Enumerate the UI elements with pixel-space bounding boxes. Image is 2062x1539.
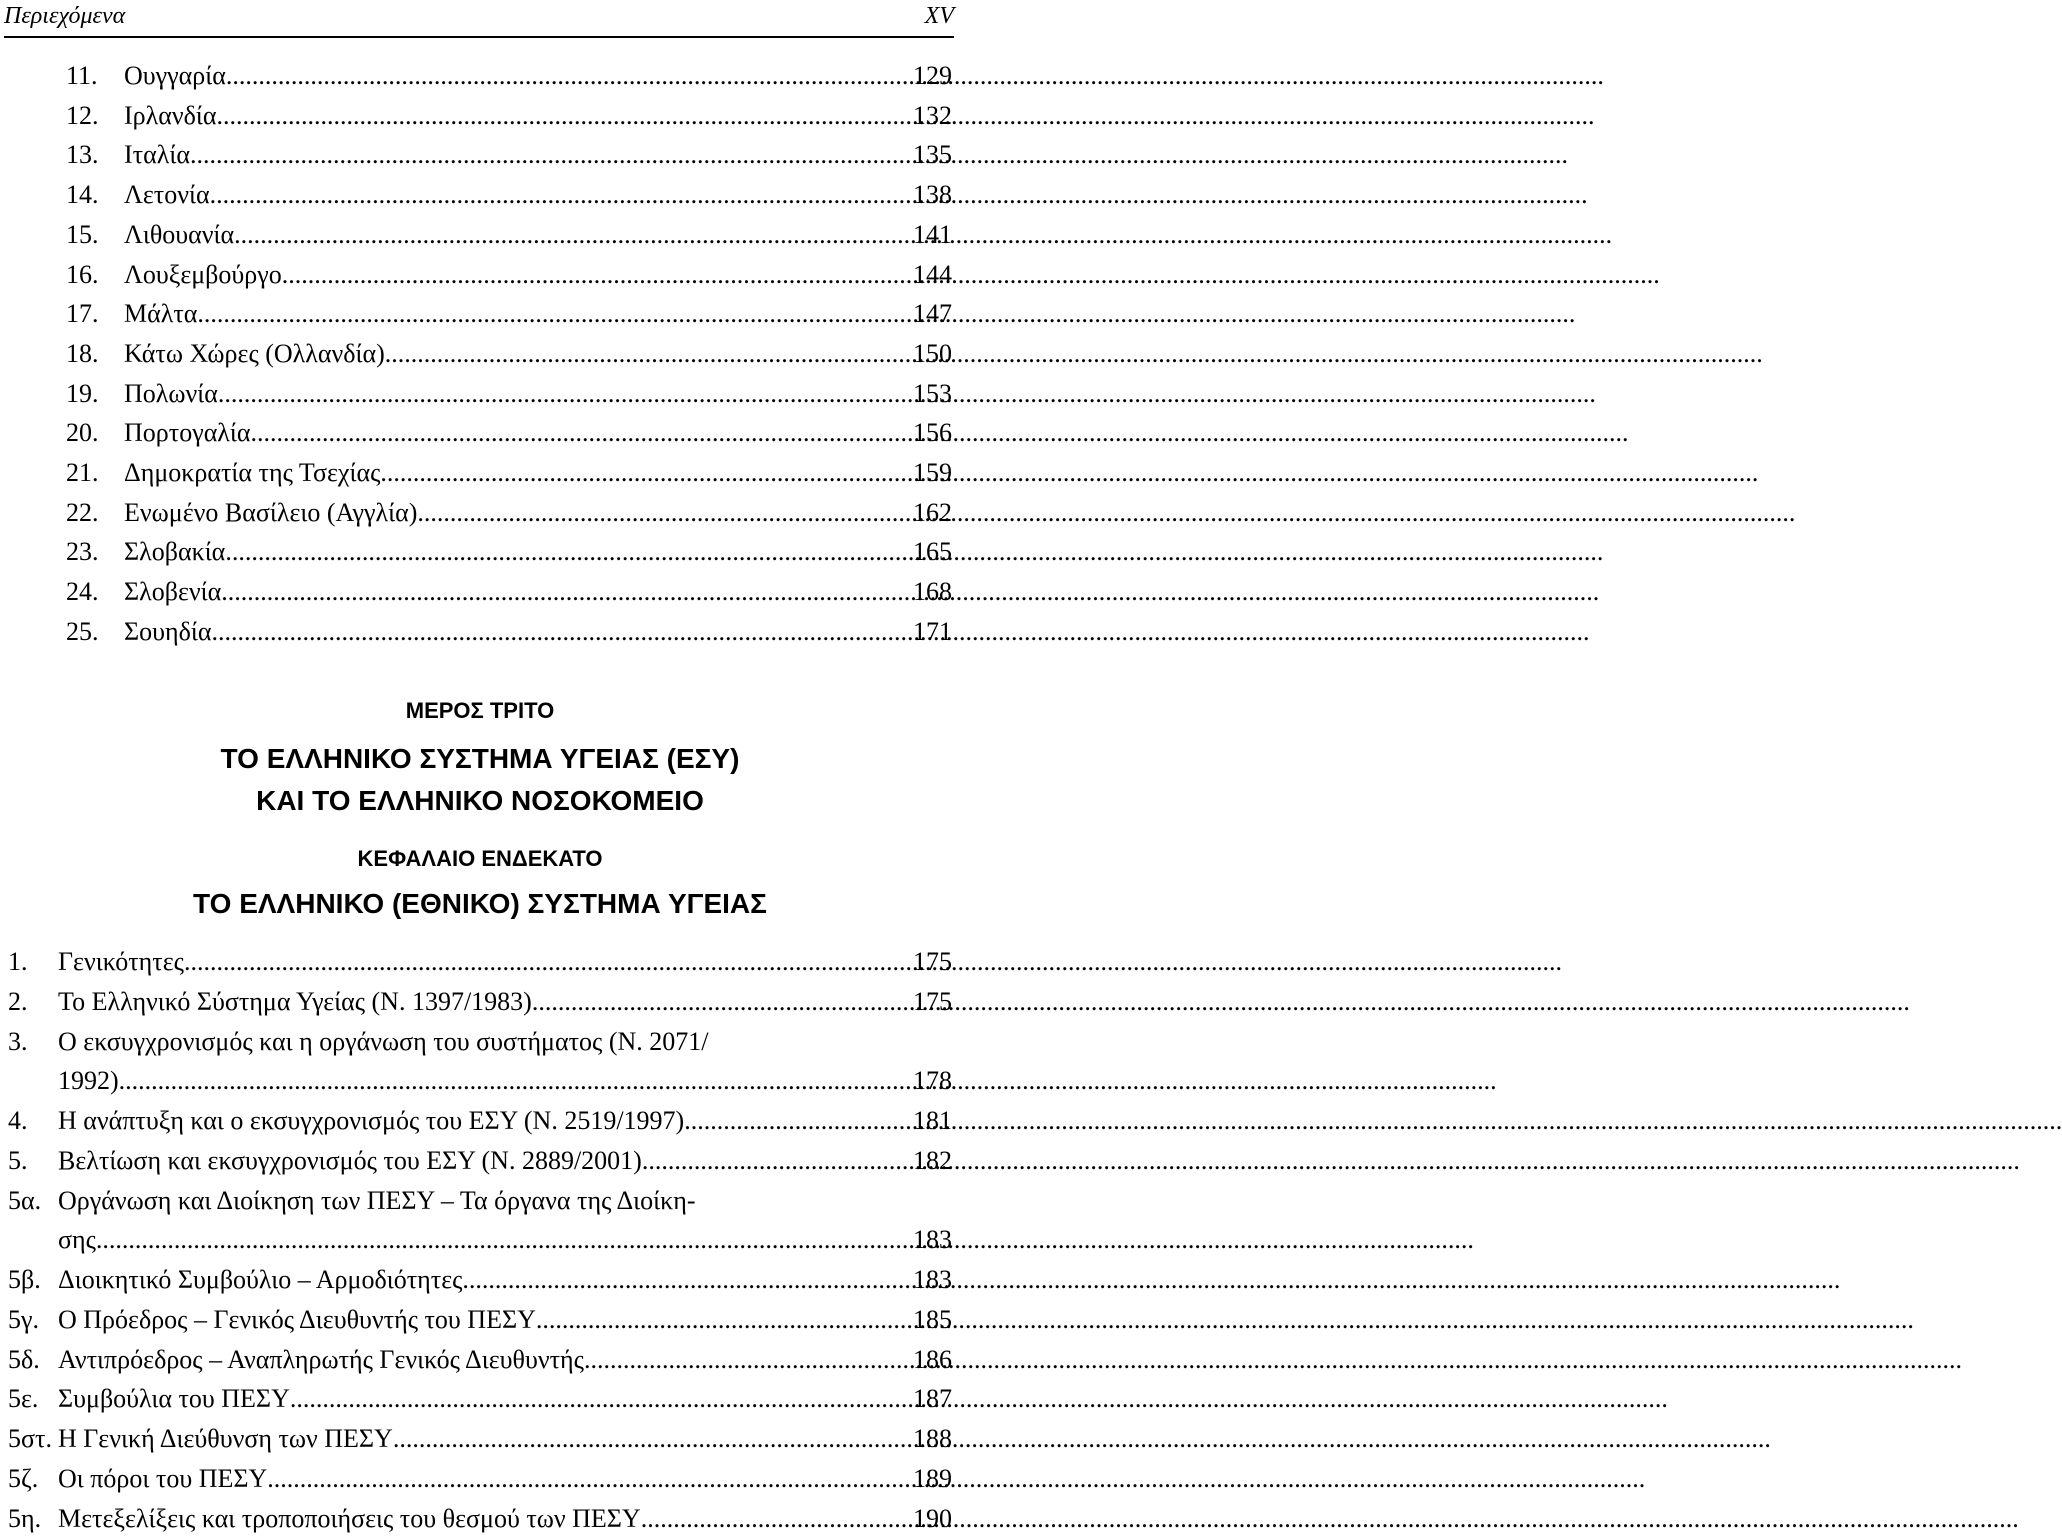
toc-entry[interactable] — [8, 1141, 952, 1181]
toc-entry[interactable] — [66, 175, 952, 215]
toc-entry-page: 144 — [913, 259, 952, 289]
toc-entry[interactable] — [8, 1260, 952, 1300]
toc-entry-title: Σλοβακία — [124, 537, 226, 567]
toc-entry-page: 175 — [913, 947, 952, 976]
toc-entry-page: 186 — [913, 1344, 952, 1374]
toc-entry-title: Γενικότητες — [58, 947, 184, 976]
toc-entry-number: 5. — [8, 1145, 28, 1175]
toc-entry-page: 129 — [913, 61, 952, 90]
toc-entry-number: 3. — [8, 1026, 28, 1056]
toc-entry-page: 156 — [913, 418, 952, 448]
dot-leader — [96, 1220, 864, 1260]
toc-entry[interactable] — [66, 572, 952, 612]
toc-entry-number: 22. — [66, 497, 99, 527]
toc-entry-number: 12. — [66, 100, 99, 130]
toc-entry[interactable] — [8, 942, 952, 982]
toc-entry-page: 187 — [913, 1384, 952, 1414]
dot-leader — [184, 942, 864, 982]
toc-entry-number: 5γ. — [8, 1304, 39, 1334]
toc-entry-number: 1. — [8, 947, 28, 976]
toc-entry-page: 189 — [913, 1463, 952, 1493]
toc-entry[interactable] — [8, 1220, 952, 1260]
toc-entry-title: Συμβούλια του ΠΕΣΥ — [58, 1384, 290, 1414]
toc-entry-number: 14. — [66, 180, 99, 210]
toc-entry-title: Πολωνία — [124, 378, 218, 408]
toc-entry[interactable] — [8, 1340, 952, 1380]
toc-entry-number: 5ε. — [8, 1384, 39, 1414]
dot-leader — [210, 175, 864, 215]
dot-leader — [218, 374, 864, 414]
chapter-label: ΚΕΦΑΛΑΙΟ ΕΝΔΕΚΑΤΟ — [357, 846, 603, 871]
dot-leader — [234, 215, 864, 255]
toc-entry-title: Βελτίωση και εκσυγχρονισμός του ΕΣΥ (Ν. 2889/2001) — [58, 1145, 642, 1175]
dot-leader — [267, 1459, 864, 1499]
toc-entry[interactable] — [66, 56, 952, 96]
dot-leader — [282, 255, 864, 295]
toc-entry-number: 5στ. — [8, 1424, 52, 1453]
dot-leader — [385, 334, 864, 374]
toc-entry-page: 159 — [913, 458, 952, 487]
toc-entry[interactable] — [66, 532, 952, 572]
toc-entry-title: σης — [58, 1225, 96, 1255]
toc-entry[interactable] — [66, 135, 952, 175]
toc-entry[interactable] — [8, 1499, 952, 1539]
toc-entry-title: Αντιπρόεδρος – Αναπληρωτής Γενικός Διευθυντής — [58, 1344, 584, 1374]
toc-entry-number: 2. — [8, 986, 28, 1016]
dot-leader — [197, 294, 864, 334]
toc-entry-title: Ιρλανδία — [124, 100, 217, 130]
toc-entry-page: 171 — [913, 616, 952, 646]
toc-entry[interactable] — [66, 334, 952, 374]
toc-entry-title: Λουξεμβούργο — [124, 259, 282, 289]
toc-entry[interactable] — [8, 1300, 952, 1340]
toc-entry-page: 150 — [913, 338, 952, 368]
toc-entry-title: Σλοβενία — [124, 577, 222, 607]
toc-entry-number: 24. — [66, 577, 99, 607]
toc-entry-title: Ουγγαρία — [124, 61, 226, 90]
toc-entry-number: 21. — [66, 458, 99, 487]
toc-entry[interactable] — [66, 294, 952, 334]
toc-entry[interactable] — [8, 1181, 952, 1221]
toc-entry-number: 20. — [66, 418, 99, 448]
toc-entry-number: 5δ. — [8, 1344, 40, 1374]
dot-leader — [417, 493, 864, 533]
toc-entry-number: 5η. — [8, 1503, 42, 1533]
running-header-page-number: XV — [924, 3, 954, 29]
toc-entry-number: 23. — [66, 537, 99, 567]
toc-entry[interactable] — [66, 374, 952, 414]
toc-entry-title: Πορτογαλία — [124, 418, 251, 448]
toc-entry[interactable] — [66, 255, 952, 295]
toc-entry-page: 178 — [913, 1066, 952, 1096]
toc-entry-page: 185 — [913, 1304, 952, 1334]
toc-entry-title: Οι πόροι του ΠΕΣΥ — [58, 1463, 268, 1493]
dot-leader — [393, 1419, 864, 1459]
toc-entry-page: 153 — [913, 378, 952, 408]
toc-entry-title: Λιθουανία — [124, 219, 235, 249]
toc-entry-number: 15. — [66, 219, 99, 249]
toc-entry-title: Μετεξελίξεις και τροποποιήσεις του θεσμού των ΠΕΣΥ — [58, 1503, 641, 1533]
toc-entry-number: 5β. — [8, 1265, 41, 1294]
toc-entry-page: 162 — [913, 497, 952, 527]
dot-leader — [221, 572, 864, 612]
dot-leader — [532, 982, 864, 1022]
toc-entry-title: Ο εκσυγχρονισμός και η οργάνωση του συστήματος (Ν. 2071/ — [58, 1026, 709, 1056]
toc-entry-page: 182 — [913, 1145, 952, 1175]
toc-entry[interactable] — [8, 1061, 952, 1101]
toc-entry[interactable] — [66, 96, 952, 136]
dot-leader — [536, 1300, 864, 1340]
toc-entry[interactable] — [8, 982, 952, 1022]
toc-entry[interactable] — [8, 1379, 952, 1419]
dot-leader — [226, 56, 864, 96]
toc-entry-page: 147 — [913, 299, 952, 329]
toc-entry-page: 135 — [913, 140, 952, 170]
toc-entry-title: 1992) — [58, 1066, 119, 1096]
dot-leader — [211, 612, 864, 652]
running-header — [4, 0, 954, 38]
toc-entry[interactable] — [8, 1022, 952, 1062]
toc-entry-title: Κάτω Χώρες (Ολλανδία) — [124, 338, 385, 368]
toc-entry[interactable] — [8, 1101, 952, 1141]
toc-entry-title: Ιταλία — [124, 140, 190, 170]
toc-entry-title: Λετονία — [124, 180, 210, 210]
dot-leader — [584, 1340, 864, 1380]
toc-entry-number: 18. — [66, 338, 99, 368]
toc-entry[interactable] — [8, 1459, 952, 1499]
toc-entry-page: 190 — [913, 1503, 952, 1533]
toc-entry-page: 175 — [913, 986, 952, 1016]
part-title-line2: ΚΑΙ ΤΟ ΕΛΛΗΝΙΚΟ ΝΟΣΟΚΟΜΕΙΟ — [256, 785, 704, 816]
toc-entry-title: Οργάνωση και Διοίκηση των ΠΕΣΥ – Τα όργανα της Διοίκη- — [58, 1185, 696, 1215]
toc-entry-title: Μάλτα — [124, 299, 198, 329]
running-header-title: Περιεχόμενα — [4, 3, 126, 29]
dot-leader — [190, 135, 864, 175]
toc-entry-title: Η ανάπτυξη και ο εκσυγχρονισμός του ΕΣΥ (Ν. 2519/1997) — [58, 1106, 685, 1135]
toc-entry-number: 5ζ. — [8, 1463, 39, 1493]
toc-entry-number: 17. — [66, 299, 99, 329]
part-title-line1: ΤΟ ΕΛΛΗΝΙΚΟ ΣΥΣΤΗΜΑ ΥΓΕΙΑΣ (ΕΣΥ) — [220, 743, 740, 774]
toc-entry[interactable] — [66, 493, 952, 533]
chapter-title: ΤΟ ΕΛΛΗΝΙΚΟ (ΕΘΝΙΚΟ) ΣΥΣΤΗΜΑ ΥΓΕΙΑΣ — [193, 888, 767, 919]
toc-entry-title: Σουηδία — [124, 616, 212, 646]
dot-leader — [290, 1379, 864, 1419]
toc-entry-page: 132 — [913, 100, 952, 130]
toc-entry-page: 183 — [913, 1265, 952, 1294]
toc-entry-page: 138 — [913, 180, 952, 210]
toc-entry[interactable] — [8, 1419, 952, 1459]
toc-entry[interactable] — [66, 215, 952, 255]
toc-entry-page: 165 — [913, 537, 952, 567]
toc-entry[interactable] — [66, 612, 952, 652]
toc-entry-number: 16. — [66, 259, 99, 289]
part-label: ΜΕΡΟΣ ΤΡΙΤΟ — [405, 698, 555, 723]
toc-entry-page: 181 — [913, 1106, 952, 1135]
toc-entry-page: 183 — [913, 1225, 952, 1255]
toc-entry-title: Δημοκρατία της Τσεχίας — [124, 458, 381, 487]
toc-entry-title: Ο Πρόεδρος – Γενικός Διευθυντής του ΠΕΣΥ — [58, 1304, 536, 1334]
toc-entry[interactable] — [66, 413, 952, 453]
dot-leader — [684, 1101, 864, 1141]
toc-entry-title: Διοικητικό Συμβούλιο – Αρμοδιότητες — [58, 1265, 463, 1294]
toc-entry-page: 168 — [913, 577, 952, 607]
dot-leader — [119, 1061, 864, 1101]
toc-entry[interactable] — [66, 453, 952, 493]
dot-leader — [217, 96, 865, 136]
dot-leader — [642, 1141, 864, 1181]
dot-leader — [380, 453, 864, 493]
dot-leader — [462, 1260, 864, 1300]
toc-entry-page: 188 — [913, 1424, 952, 1453]
toc-entry-number: 4. — [8, 1106, 28, 1135]
toc-entry-title: Το Ελληνικό Σύστημα Υγείας (Ν. 1397/1983) — [58, 986, 532, 1016]
toc-entry-title: Η Γενική Διεύθυνση των ΠΕΣΥ — [58, 1424, 393, 1453]
toc-entry-number: 19. — [66, 378, 99, 408]
dot-leader — [251, 413, 864, 453]
toc-entry-number: 13. — [66, 140, 99, 170]
toc-entry-page: 141 — [913, 219, 952, 249]
dot-leader — [225, 532, 864, 572]
toc-entry-number: 25. — [66, 616, 99, 646]
toc-entry-number: 11. — [66, 61, 98, 90]
toc-entry-title: Ενωμένο Βασίλειο (Αγγλία) — [124, 497, 418, 527]
dot-leader — [641, 1499, 864, 1539]
toc-entry-number: 5α. — [8, 1185, 42, 1215]
